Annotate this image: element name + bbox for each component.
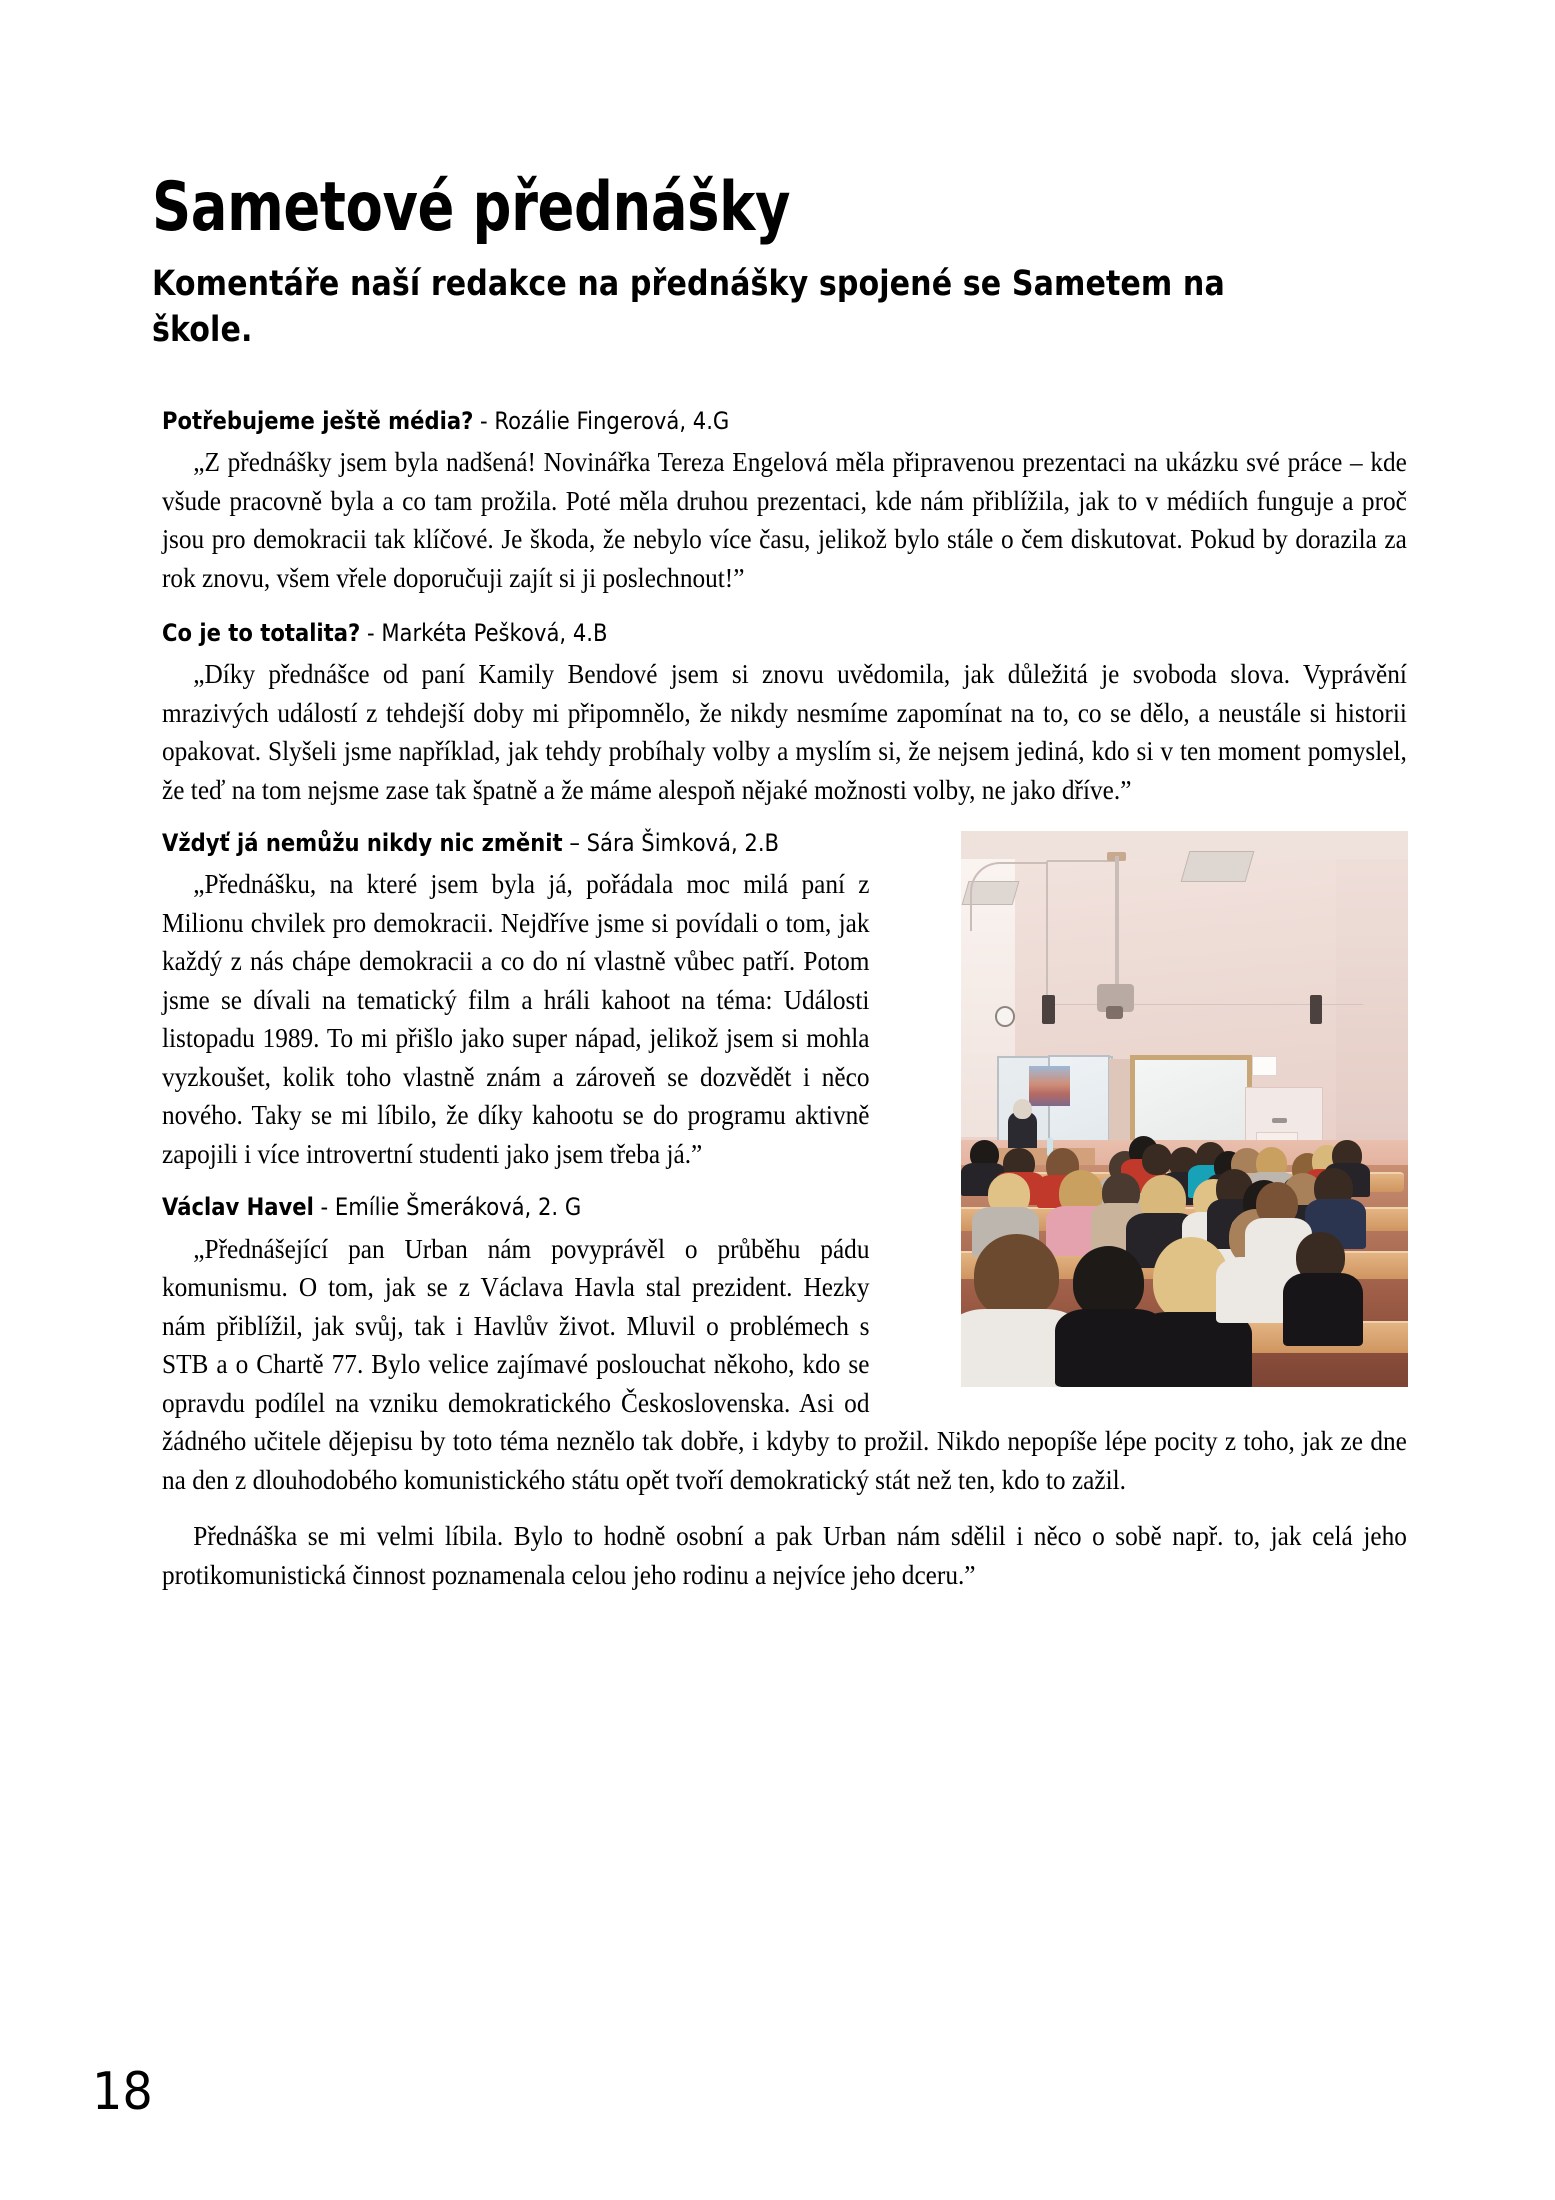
section-author: Rozálie Fingerová, 4.G: [494, 407, 730, 435]
section-byline: [162, 617, 1401, 649]
page-title: Sametové přednášky: [152, 167, 791, 247]
paragraph: Přednáška se mi velmi líbila. Bylo to hodně osobní a pak Urban nám sdělil i něco o sobě např. to, jak celá jeho protikomunistická činnost poznamenala celou jeho rodinu a nejvíce jeho dceru.”: [162, 1520, 1407, 1590]
article-body: [162, 405, 1408, 1612]
section-vzdyt-ja-nemuzu-nikdy-nic-zmenit: [162, 827, 1408, 1173]
section-author: Emílie Šmeráková, 2. G: [334, 1193, 582, 1222]
section-heading: Co je to totalita?: [162, 619, 361, 648]
section-author: Sára Šimková, 2.B: [586, 829, 780, 858]
section-byline: [162, 405, 1401, 437]
page-subtitle: Komentáře naší redakce na přednášky spojené se Sametem na škole.: [152, 264, 1225, 350]
section-heading: Vždyť já nemůžu nikdy nic změnit: [162, 829, 563, 858]
paragraph: „Z přednášky jsem byla nadšená! Novinářka Tereza Engelová měla připravenou prezentaci na ukázku své práce – kde všude pracovně byla a co tam prožila. Poté měla druhou prezentaci, kde nám přiblížila, jak to v médiích funguje a proč jsou pro demokracii tak klíčové. Je škoda, že nebylo více času, jelikož bylo stále o čem diskutovat. Pokud by dorazila za rok znovu, všem vřele doporučuji zajít si ji poslechnout!”: [162, 446, 1407, 593]
paragraph: „Díky přednášce od paní Kamily Bendové jsem si znovu uvědomila, jak důležitá je svoboda slova. Vyprávění mrazivých událostí z tehdejší doby mi připomnělo, že nikdy nesmíme zapomínat na to, co se dělo, a neustále si historii opakovat. Slyšeli jsme například, jak tehdy probíhaly volby a myslím si, že nejsem jediná, kdo si v ten moment pomyslel, že teď na tom nejsme zase tak špatně a že máme alespoň nějaké možnosti volby, ne jako dříve.”: [162, 658, 1407, 805]
byline-separator: -: [473, 407, 495, 435]
section-heading: Václav Havel: [162, 1193, 314, 1222]
byline-separator: -: [313, 1193, 335, 1222]
section-heading: Potřebujeme ještě média?: [162, 407, 474, 435]
section-byline: [162, 827, 1401, 859]
section-vaclav-havel: [162, 1191, 1408, 1594]
page-number: 18: [92, 2062, 153, 2122]
section-potrebujeme-jeste-media: [162, 405, 1408, 597]
paragraph: „Přednášející pan Urban nám povyprávěl o průběhu pádu komunismu. O tom, jak se z Václava Havla stal prezident. Hezky nám přiblížil, jak svůj, tak i Havlův život. Mluvil o problémech s STB a o Chartě 77. Bylo velice zajímavé poslouchat někoho, kdo se opravdu podílel na vzniku demokratického Československa. Asi od žádného učitele dějepisu by toto téma neznělo tak dobře, i kdyby to prožil. Nikdo nepopíše lépe pocity z toho, jak ze dne na den z dlouhodobého komunistického státu opět tvoří demokratický stát než ten, kdo to zažil.: [162, 1232, 1407, 1495]
byline-separator: -: [360, 619, 382, 648]
section-author: Markéta Pešková, 4.B: [381, 619, 608, 648]
paragraph: „Přednášku, na které jsem byla já, pořádala moc milá paní z Milionu chvilek pro demokracii. Nejdříve jsme si povídali o tom, jak každý z nás chápe demokracii a co do ní vlastně vůbec patří. Potom jsme se dívali na tematický film a hráli kahoot na téma: Události listopadu 1989. To mi přišlo jako super nápad, jelikož jsem si mohla vyzkoušet, kolik toho vlastně znám a zároveň se dozvědět i něco nového. Taky se mi líbilo, že díky kahootu se do programu aktivně zapojili i více introvertní studenti jako jsem třeba já.”: [162, 868, 870, 1169]
byline-separator: –: [562, 829, 587, 858]
section-co-je-to-totalita: [162, 617, 1408, 809]
section-byline: [162, 1191, 1401, 1223]
